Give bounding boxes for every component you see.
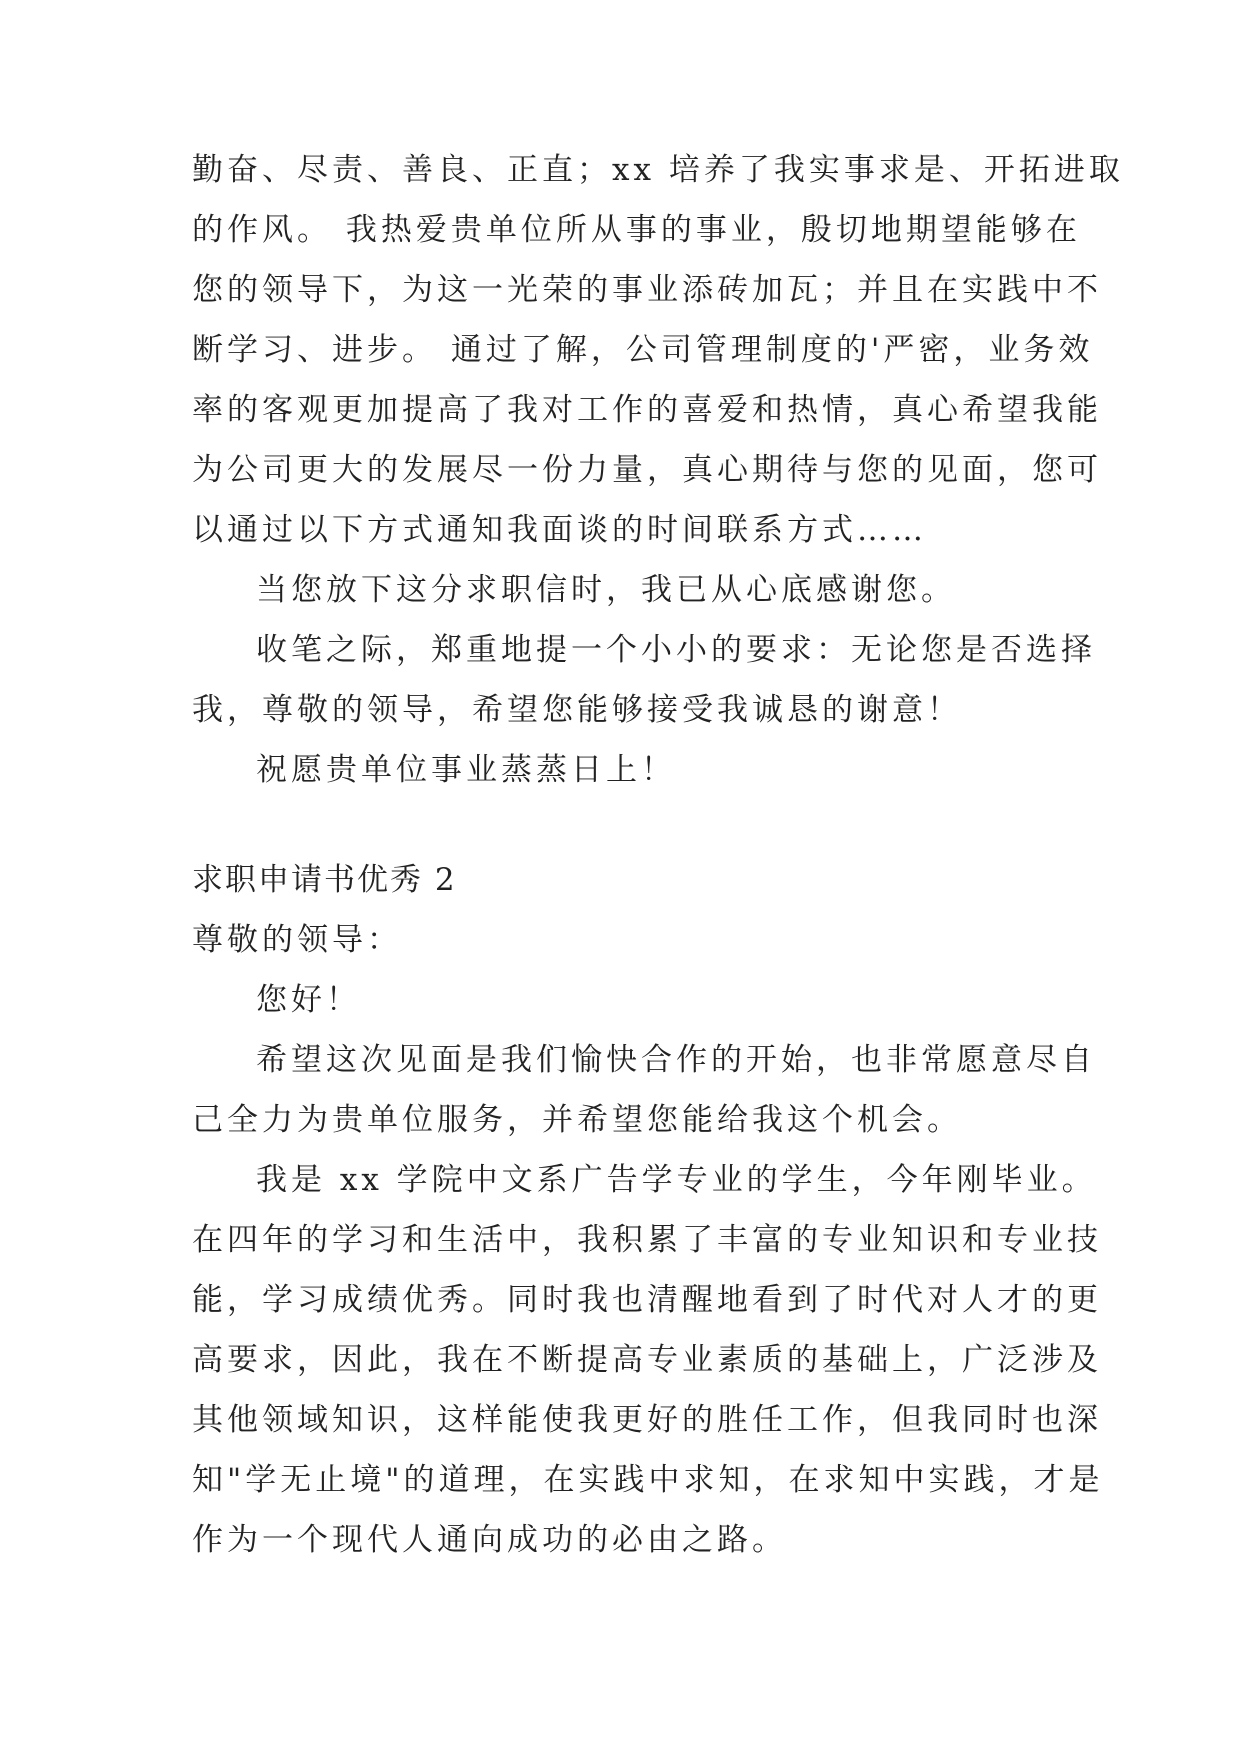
closing-wish: 祝愿贵单位事业蒸蒸日上！: [256, 752, 676, 788]
paragraph-line: 我是 xx 学院中文系广告学专业的学生，今年刚毕业。: [256, 1162, 1097, 1198]
salutation: 尊敬的领导：: [192, 922, 402, 958]
greeting: 您好！: [256, 982, 361, 1018]
request-line: 收笔之际，郑重地提一个小小的要求：无论您是否选择: [256, 632, 1096, 668]
paragraph-line: 己全力为贵单位服务，并希望您能给我这个机会。: [192, 1102, 962, 1138]
paragraph-line: 的作风。 我热爱贵单位所从事的事业，殷切地期望能够在: [192, 212, 1081, 248]
paragraph-line: 其他领域知识，这样能使我更好的胜任工作，但我同时也深: [192, 1402, 1102, 1438]
paragraph-line: 勤奋、尽责、善良、正直；xx 培养了我实事求是、开拓进取: [192, 152, 1124, 188]
thanks-line: 当您放下这分求职信时，我已从心底感谢您。: [256, 572, 956, 608]
paragraph-line: 为公司更大的发展尽一份力量，真心期待与您的见面，您可: [192, 452, 1102, 488]
paragraph-line: 率的客观更加提高了我对工作的喜爱和热情，真心希望我能: [192, 392, 1102, 428]
request-line: 我，尊敬的领导，希望您能够接受我诚恳的谢意！: [192, 692, 962, 728]
paragraph-line: 希望这次见面是我们愉快合作的开始，也非常愿意尽自: [256, 1042, 1096, 1078]
section-title: 求职申请书优秀 2: [192, 862, 457, 898]
paragraph-line: 作为一个现代人通向成功的必由之路。: [192, 1522, 787, 1558]
paragraph-line: 高要求，因此，我在不断提高专业素质的基础上，广泛涉及: [192, 1342, 1102, 1378]
paragraph-line: 断学习、进步。 通过了解，公司管理制度的'严密，业务效: [192, 332, 1094, 368]
paragraph-line: 以通过以下方式通知我面谈的时间联系方式……: [192, 512, 927, 548]
paragraph-line: 能，学习成绩优秀。同时我也清醒地看到了时代对人才的更: [192, 1282, 1102, 1318]
paragraph-line: 在四年的学习和生活中，我积累了丰富的专业知识和专业技: [192, 1222, 1102, 1258]
paragraph-line: 您的领导下，为这一光荣的事业添砖加瓦；并且在实践中不: [192, 272, 1102, 308]
paragraph-line: 知"学无止境"的道理，在实践中求知，在求知中实践，才是: [192, 1462, 1104, 1498]
